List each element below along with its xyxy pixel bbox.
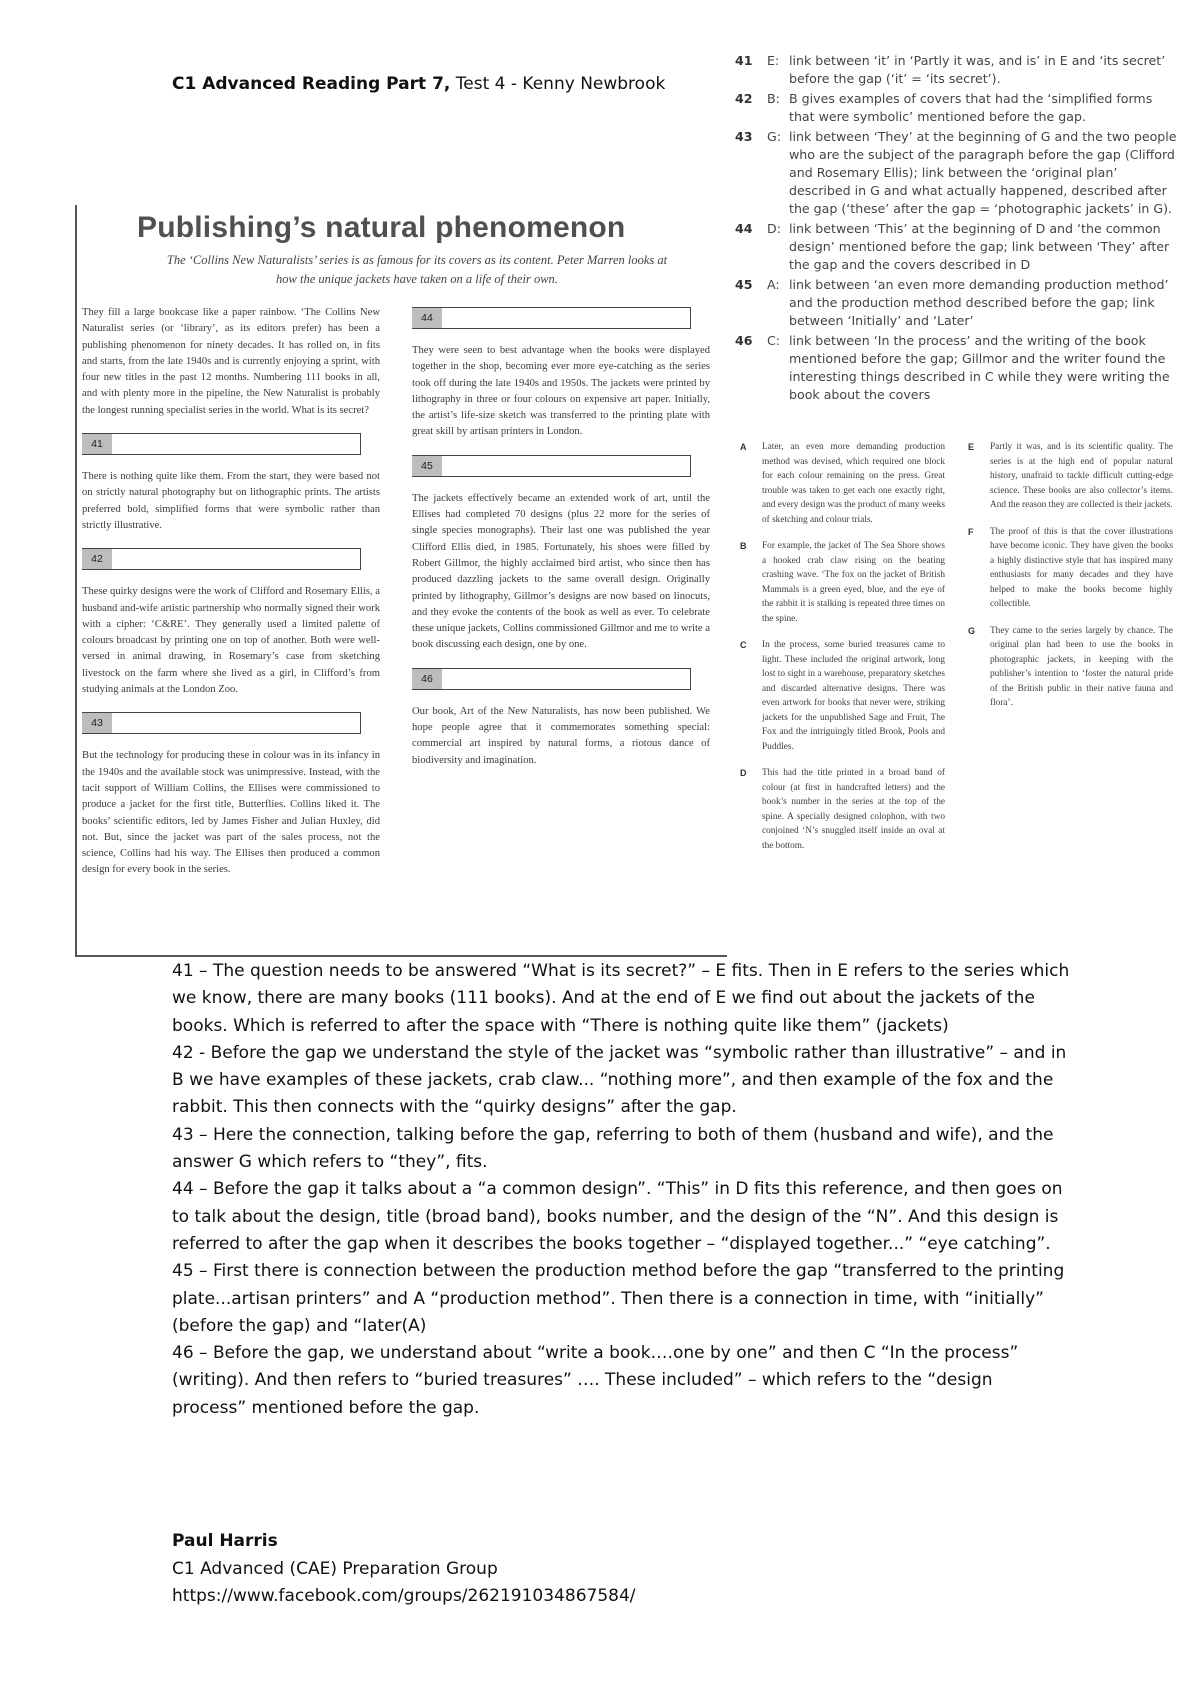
option-item (740, 539, 945, 626)
key-number: 45 (735, 277, 753, 292)
gap-number: 43 (82, 713, 112, 733)
option-text: The proof of this is that the cover illustrations have become iconic. They have given the books a highly distinctive style that has inspired many enthusiasts for many decades and they have helped to make the books become highly collectible. (990, 526, 1173, 609)
gap-box (82, 548, 361, 570)
article-paragraph: They were seen to best advantage when the books were displayed together in the shop, becoming ever more eye-catching as the series took off during the late 1940s and 1950s. The jackets were printed by lithography in three or four colours on expensive art paper. Initially, the artist’s life-size sketch was transferred to the printing plate with great skill by artisan printers in London. (412, 345, 710, 438)
explanation-45: 45 – First there is connection between the production method before the gap “transferred to the printing plate...artisan printers” and A “production method”. Then there is a connection in time, with “initially” (before the gap) and “later(A) (172, 1261, 1065, 1336)
option-item (968, 440, 1173, 513)
gap-number: 45 (412, 456, 442, 476)
explanation-41: 41 – The question needs to be answered “What is its secret?” – E fits. Then in E refers to the series which we know, there are many books (111 books). And at the end of E we find out about the jackets of the books. Which is referred to after the space with “There is nothing quite like them” (jackets) (172, 961, 1070, 1036)
key-letter: B: (767, 91, 780, 106)
gap-box (412, 307, 691, 329)
option-item (968, 525, 1173, 612)
author-name: Paul Harris (172, 1531, 278, 1551)
option-letter: C (740, 640, 747, 650)
option-text: For example, the jacket of The Sea Shore shows a hooked crab claw rising on the beating crashing wave. ‘The fox on the jacket of British Mammals is a green eyed, blue, and the eye of the rabbit it is stalking is repeated three times on the spine. (762, 541, 945, 624)
option-letter: B (740, 541, 747, 551)
key-text: link between ‘They’ at the beginning of G and the two people who are the subject of the paragraph before the gap (Clifford and Rosemary Ellis); link between the ‘original plan’ described in G and what actually happened, described after the gap (‘these’ after the gap = ‘photographic jackets’ in G). (789, 129, 1177, 216)
option-text: They came to the series largely by chance. The original plan had been to use the books in photographic jackets, in keeping with the publisher’s intention to ‘foster the natural pride of the British public in their native fauna and flora’. (990, 625, 1173, 708)
footer (172, 1528, 636, 1611)
option-letter: A (740, 442, 747, 452)
key-item (735, 128, 1180, 218)
key-item (735, 332, 1180, 404)
option-item (740, 766, 945, 853)
article-paragraph: They fill a large bookcase like a paper rainbow. ‘The Collins New Naturalist series (or ‘library’, as its editors prefer) has been a publishing phenomenon for ninety decades. It has rolled on, in fits and starts, from the late 1940s and is currently enjoying a sprint, with four new titles in the past 12 months. Numbering 111 books in all, and with plenty more in the pipeline, the New Naturalist is probably the longest running specialist series in the world. What is its secret? (82, 307, 380, 416)
gap-number: 42 (82, 549, 112, 569)
page-header (172, 74, 665, 94)
explanation-44: 44 – Before the gap it talks about a “a common design”. “This” in D fits this reference, and then goes on to talk about the design, title (broad band), books number, and the design of the “N”. And this design is referred to after the gap when it describes the books together – “displayed together...” “eye catching”. (172, 1179, 1063, 1254)
key-text: link between ‘This’ at the beginning of D and ‘the common design’ mentioned before the gap; link between ‘They’ after the gap and the covers described in D (789, 221, 1170, 272)
option-item (740, 638, 945, 754)
key-item (735, 220, 1180, 274)
key-letter: A: (767, 277, 780, 292)
article-title: Publishing’s natural phenomenon (137, 211, 626, 244)
key-number: 41 (735, 53, 753, 68)
key-item (735, 276, 1180, 330)
key-item (735, 90, 1180, 126)
article-column-left (82, 305, 380, 893)
option-letter: F (968, 526, 974, 537)
key-number: 43 (735, 129, 753, 144)
options-column-left (740, 440, 945, 865)
option-item (968, 624, 1173, 711)
article-paragraph: Our book, Art of the New Naturalists, has now been published. We hope people agree that it commemorates something special: commercial art inspired by natural forms, a riotous dance of biodiversity and imagination. (412, 705, 710, 766)
explanation-42: 42 - Before the gap we understand the style of the jacket was “symbolic rather than illustrative” – and in B we have examples of these jackets, crab claw... “nothing more”, and then example of the fox and the rabbit. This then connects with the “quirky designs” after the gap. (172, 1042, 1067, 1118)
option-item (740, 440, 945, 527)
option-letter: D (740, 768, 747, 778)
key-text: link between ‘it’ in ‘Partly it was, and is’ in E and ‘its secret’ before the gap (‘it’ = ‘its secret’). (789, 53, 1166, 86)
key-letter: E: (767, 53, 780, 68)
gap-number: 46 (412, 669, 442, 689)
gap-box (82, 712, 361, 734)
key-text: link between ‘an even more demanding production method’ and the production method described before the gap; link between ‘Initially’ and ‘Later’ (789, 277, 1169, 328)
option-letter: E (968, 442, 975, 452)
gap-number: 41 (82, 434, 112, 454)
option-text: This had the title printed in a broad band of colour (at first in handcrafted letters) and the book’s number in the series at the top of the spine. A specially designed colophon, with two conjoined ‘N’s snuggled itself inside an oval at the bottom. (762, 768, 945, 851)
scanned-article (75, 205, 727, 957)
article-paragraph: These quirky designs were the work of Clifford and Rosemary Ellis, a husband and-wife artistic partnership who normally signed their work with a cipher: ‘C&RE’. They generally used a limited palette of colours broadcast by printing one on top of another. Both were well-versed in animal drawing, in Rosemary’s case from sketching livestock on the farm where she lived as a girl, in Clifford’s from studying animals at the London Zoo. (82, 586, 380, 696)
key-letter: G: (767, 129, 782, 144)
option-text: In the process, some buried treasures came to light. These included the original artwork, long lost to sight in a warehouse, preparatory sketches and discarded alternative designs. There was even artwork for books that never were, striking jackets for the unpublished Sage and Fruit, The Fox and the intriguingly titled Brook, Pools and Puddles. (762, 640, 945, 752)
explanation-46: 46 – Before the gap, we understand about “write a book….one by one” and then C “In the process” (writing). And then refers to “buried treasures” …. These included” – which refers to the “design process” mentioned before the gap. (172, 1343, 1019, 1418)
gap-box (82, 433, 361, 455)
answer-key (735, 52, 1180, 406)
header-rest: Test 4 - Kenny Newbrook (450, 74, 666, 94)
option-letter: G (968, 625, 976, 636)
article-paragraph: The jackets effectively became an extended work of art, until the Ellises had completed 70 designs (plus 22 more for the series of single species monographs). Their last one was published the year Clifford Ellis died, in 1985. Fortunately, his shoes were filled by Robert Gillmor, the highly acclaimed bird artist, who since then has produced dazzling jackets to the same overall design. Originally printed by lithography, Gillmor’s designs are now based on linocuts, and they evoke the contents of the book as well as ever. To celebrate these unique jackets, Collins commissioned Gillmor and me to write a book discussing each design, one by one. (412, 492, 710, 651)
group-link[interactable]: https://www.facebook.com/groups/262191034867584/ (172, 1586, 636, 1606)
options-column-right (968, 440, 1173, 723)
explanations (172, 958, 1072, 1422)
key-text: B gives examples of covers that had the ‘simplified forms that were symbolic’ mentioned before the gap. (789, 91, 1153, 124)
gap-number: 44 (412, 308, 442, 328)
option-text: Partly it was, and is its scientific quality. The series is at the high end of popular natural history, unafraid to tackle difficult cutting-edge science. These books are also collector’s items. And the reason they are collected is their jackets. (990, 442, 1173, 510)
option-text: Later, an even more demanding production method was devised, which required one block for each colour remaining on the press. Great trouble was taken to get each one exactly right, and every design was the product of many weeks of sketching and colour trials. (762, 442, 945, 525)
explanation-43: 43 – Here the connection, talking before the gap, referring to both of them (husband and wife), and the answer G which refers to “they”, fits. (172, 1124, 1054, 1173)
key-number: 42 (735, 91, 753, 106)
gap-box (412, 455, 691, 477)
key-letter: D: (767, 221, 781, 236)
gap-box (412, 668, 691, 690)
header-bold: C1 Advanced Reading Part 7, (172, 74, 451, 94)
article-subtitle: The ‘Collins New Naturalists’ series is as famous for its covers as its content. Peter Marren looks at how the unique jackets have taken on a life of their own. (166, 253, 668, 286)
key-number: 46 (735, 333, 753, 348)
article-paragraph: There is nothing quite like them. From the start, they were based not on strictly natural photography but on lithographic prints. The artists preferred bold, simplified forms that were symbolic rather than strictly illustrative. (82, 471, 380, 531)
key-item (735, 52, 1180, 88)
key-text: link between ‘In the process’ and the writing of the book mentioned before the gap; Gillmor and the writer found the interesting things described in C while they were writing the book about the covers (789, 333, 1170, 402)
group-name: C1 Advanced (CAE) Preparation Group (172, 1558, 498, 1579)
article-column-right (412, 305, 710, 783)
key-number: 44 (735, 221, 753, 236)
key-letter: C: (767, 333, 781, 348)
article-paragraph: But the technology for producing these in colour was in its infancy in the 1940s and the available stock was unimpressive. Instead, with the tacit support of William Collins, the Ellises were commissioned to produce a jacket for the first title, Butterflies. Collins liked it. The books’ scientific editors, led by James Fisher and Julian Huxley, did not. But, since the jacket was part of the sales process, not the science, Collins had his way. The Ellises then produced a common design for every book in the series. (82, 750, 380, 876)
